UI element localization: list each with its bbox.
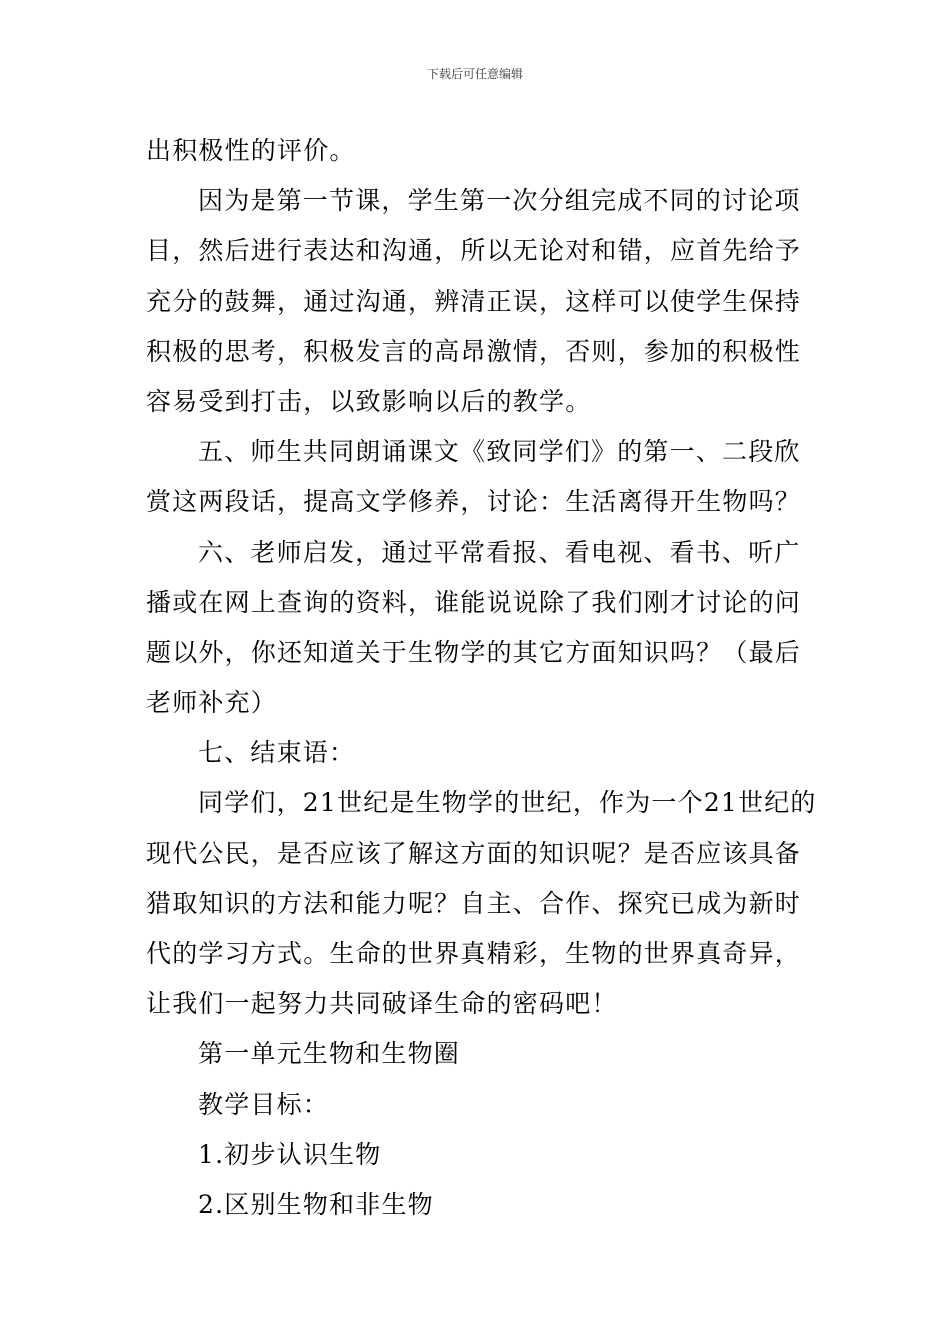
text-line: 积极的思考，积极发言的高昂激情，否则，参加的积极性 — [146, 336, 802, 366]
text-line: 让我们一起努力共同破译生命的密码吧！ — [146, 989, 618, 1019]
text-line: 猎取知识的方法和能力呢？自主、合作、探究已成为新时 — [146, 888, 802, 918]
text-line: 老师补充） — [146, 688, 278, 718]
text-line: 教学目标： — [198, 1089, 330, 1119]
text-line: 容易受到打击，以致影响以后的教学。 — [146, 386, 592, 416]
text-line: 六、老师启发，通过平常看报、看电视、看书、听广 — [198, 537, 801, 567]
document-body — [146, 126, 817, 1230]
text-line: 第一单元生物和生物圈 — [198, 1039, 461, 1069]
text-line: 目，然后进行表达和沟通，所以无论对和错，应首先给予 — [146, 236, 802, 266]
text-line: 充分的鼓舞，通过沟通，辨清正误，这样可以使学生保持 — [146, 286, 802, 316]
text-line: 七、结束语： — [198, 738, 356, 768]
text-line: 因为是第一节课，学生第一次分组完成不同的讨论项 — [198, 186, 801, 216]
text-line: 题以外，你还知道关于生物学的其它方面知识吗？（最后 — [146, 637, 802, 667]
text-line: 出积极性的评价。 — [146, 136, 356, 165]
text-line: 五、师生共同朗诵课文《致同学们》的第一、二段欣 — [198, 437, 801, 467]
text-line: 播或在网上查询的资料，谁能说说除了我们刚才讨论的问 — [146, 587, 802, 617]
text-line: 2.区别生物和非生物 — [198, 1189, 434, 1219]
text-line: 赏这两段话，提高文学修养，讨论：生活离得开生物吗？ — [146, 487, 802, 517]
text-line: 1.初步认识生物 — [198, 1139, 382, 1169]
page-header: 下载后可任意编辑 — [426, 67, 523, 81]
text-line: 现代公民，是否应该了解这方面的知识呢？是否应该具备 — [146, 838, 802, 868]
text-line: 代的学习方式。生命的世界真精彩，生物的世界真奇异， — [146, 939, 802, 968]
text-line: 同学们，21世纪是生物学的世纪，作为一个21世纪的 — [198, 788, 817, 818]
